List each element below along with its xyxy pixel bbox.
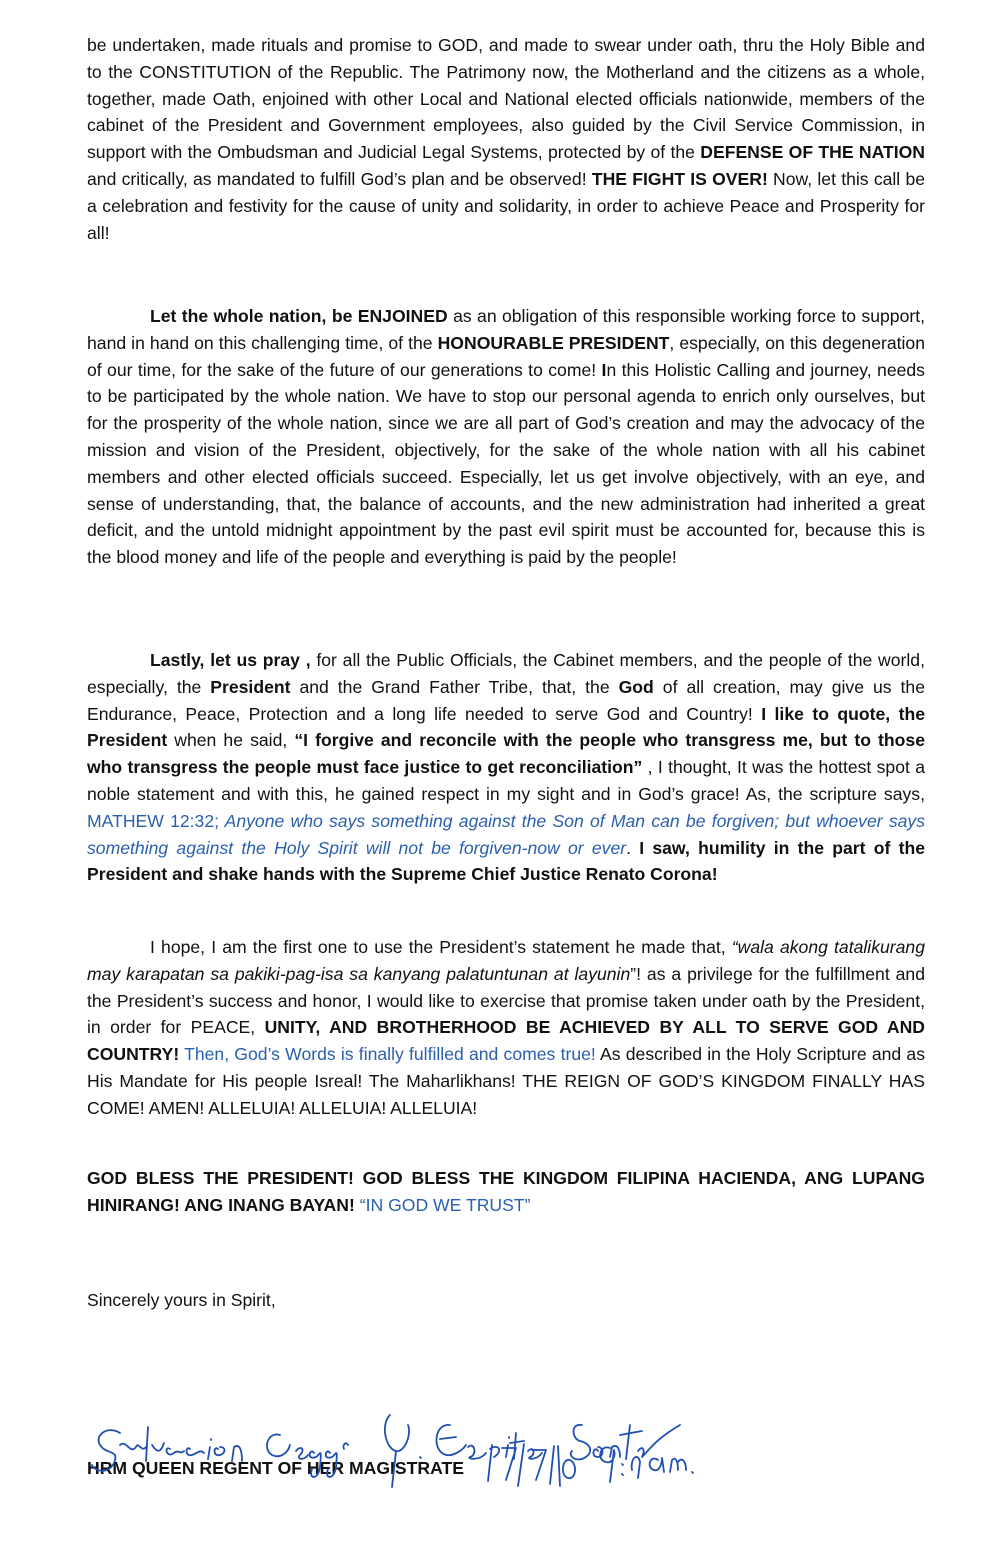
bold-span: I saw, humility in the part of the President and shake hands with the Supreme Chief Justice Renato Corona!: [87, 837, 925, 885]
text-span: and the Grand Father Tribe, that, the: [290, 676, 619, 697]
signer-title: HRM QUEEN REGENT OF HER MAGISTRATE: [87, 1458, 464, 1478]
text-span: and critically, as mandated to fulfill God’s plan and be observed!: [87, 168, 592, 189]
text-span: , especially, on this degeneration of our time, for the sake of the future of our generations to come!: [87, 332, 925, 380]
paragraph-2: [87, 303, 925, 571]
text-span: for all the Public Officials, the Cabinet members, and the people of the world, especially, the: [87, 650, 925, 697]
bold-span: God: [618, 676, 654, 697]
bold-span: President: [210, 676, 291, 697]
scripture-quote: Anyone who says something against the Son of Man can be forgiven; but whoever says something against the Holy Spirit will not be forgiven-now or ever: [87, 810, 925, 858]
text-span: Now, let this call be a celebration and festivity for the cause of unity and solidarity, in order to achieve Peace and Prosperity for all!: [87, 168, 926, 243]
closing-line: Sincerely yours in Spirit,: [87, 1290, 276, 1310]
text-span: be undertaken, made rituals and promise to GOD, and made to swear under oath, thru the Holy Bible and to the CONSTITUTION of the Republic. The Patrimony now, the Motherland and the citizens as a whole, together, made Oath, enjoined with other Local and National elected officials nationwide, members of the cabinet of the President and Government employees, also guided by the Civil Service Commission, in support with the Ombudsman and Judicial Legal Systems, protected by of the: [87, 35, 925, 163]
bold-span: DEFENSE OF THE NATION: [700, 142, 925, 163]
blue-span: Then, God’s Words is finally fulfilled and comes true!: [184, 1044, 596, 1065]
text-span: .: [626, 837, 640, 858]
paragraph-3: [87, 647, 925, 888]
blessing-paragraph: [87, 1165, 925, 1219]
text-span: As described in the Holy Scripture and as His Mandate for His people Isreal! The Maharlikhans! THE REIGN OF GOD’S KINGDOM FINALLY HAS COME! AMEN! ALLELUIA! ALLELUIA! ALLELUIA!: [87, 1044, 925, 1118]
text-span: , I thought, It was the hottest spot a noble statement and with this, he gained respect in my sight and in God’s grace! As, the scripture says,: [87, 757, 925, 804]
bold-span: HONOURABLE PRESIDENT: [437, 332, 670, 353]
text-span: ”! as a privilege for the fulfillment and the President’s success and honor, I would like to exercise that promise taken under oath by the President, in order for PEACE,: [87, 963, 925, 1038]
text-span: when he said,: [167, 730, 295, 751]
bold-span: I: [601, 359, 607, 380]
bold-span: I like to quote, the President: [87, 703, 925, 751]
bold-span: THE FIGHT IS OVER!: [591, 168, 768, 189]
scripture-reference: MATHEW 12:32;: [87, 810, 220, 831]
text-span: of all creation, may give us the Endurance, Peace, Protection and a long life needed to serve God and Country!: [87, 676, 926, 724]
motto-span: “IN GOD WE TRUST”: [359, 1194, 531, 1215]
text-span: n this Holistic Calling and journey, needs to be participated by the whole nation. We have to stop our personal agenda to enrich only ourselves, but for the prosperity of the whole nation, since we are all part of God’s creation and may the advocacy of the mission and vision of the President, objectively, for the sake of the whole nation with all his cabinet members and other elected officials succeed. Especially, let us get involve objectively, with an eye, and sense of understanding, that, the balance of accounts, and the new administration had inherited a great deficit, and the untold midnight appointment by the past evil spirit must be accounted for, because this is the blood money and life of the people and everything is paid by the people!: [87, 359, 925, 568]
bold-span: Lastly, let us pray ,: [150, 650, 311, 670]
paragraph-4: [87, 934, 925, 1122]
paragraph-1: [87, 32, 925, 246]
text-span: I hope, I am the first one to use the President’s statement he made that,: [150, 937, 732, 957]
bold-span: UNITY, AND BROTHERHOOD BE ACHIEVED BY ALL TO SERVE GOD AND COUNTRY!: [87, 1017, 925, 1065]
italic-quote: “wala akong tatalikurang may karapatan sa pakiki-pag-isa sa kanyang palatuntunan at layunin: [87, 937, 925, 984]
bold-span: Let the whole nation, be ENJOINED: [150, 306, 448, 326]
bold-span: GOD BLESS THE PRESIDENT! GOD BLESS THE KINGDOM FILIPINA HACIENDA, ANG LUPANG HINIRANG! ANG INANG BAYAN!: [87, 1168, 925, 1215]
handwritten-date: [498, 1440, 698, 1495]
text-span: as an obligation of this responsible working force to support, hand in hand on this challenging time, of the: [87, 306, 925, 353]
quote-span: “I forgive and reconcile with the people who transgress me, but to those who transgress the people must face justice to get reconciliation”: [87, 730, 925, 778]
